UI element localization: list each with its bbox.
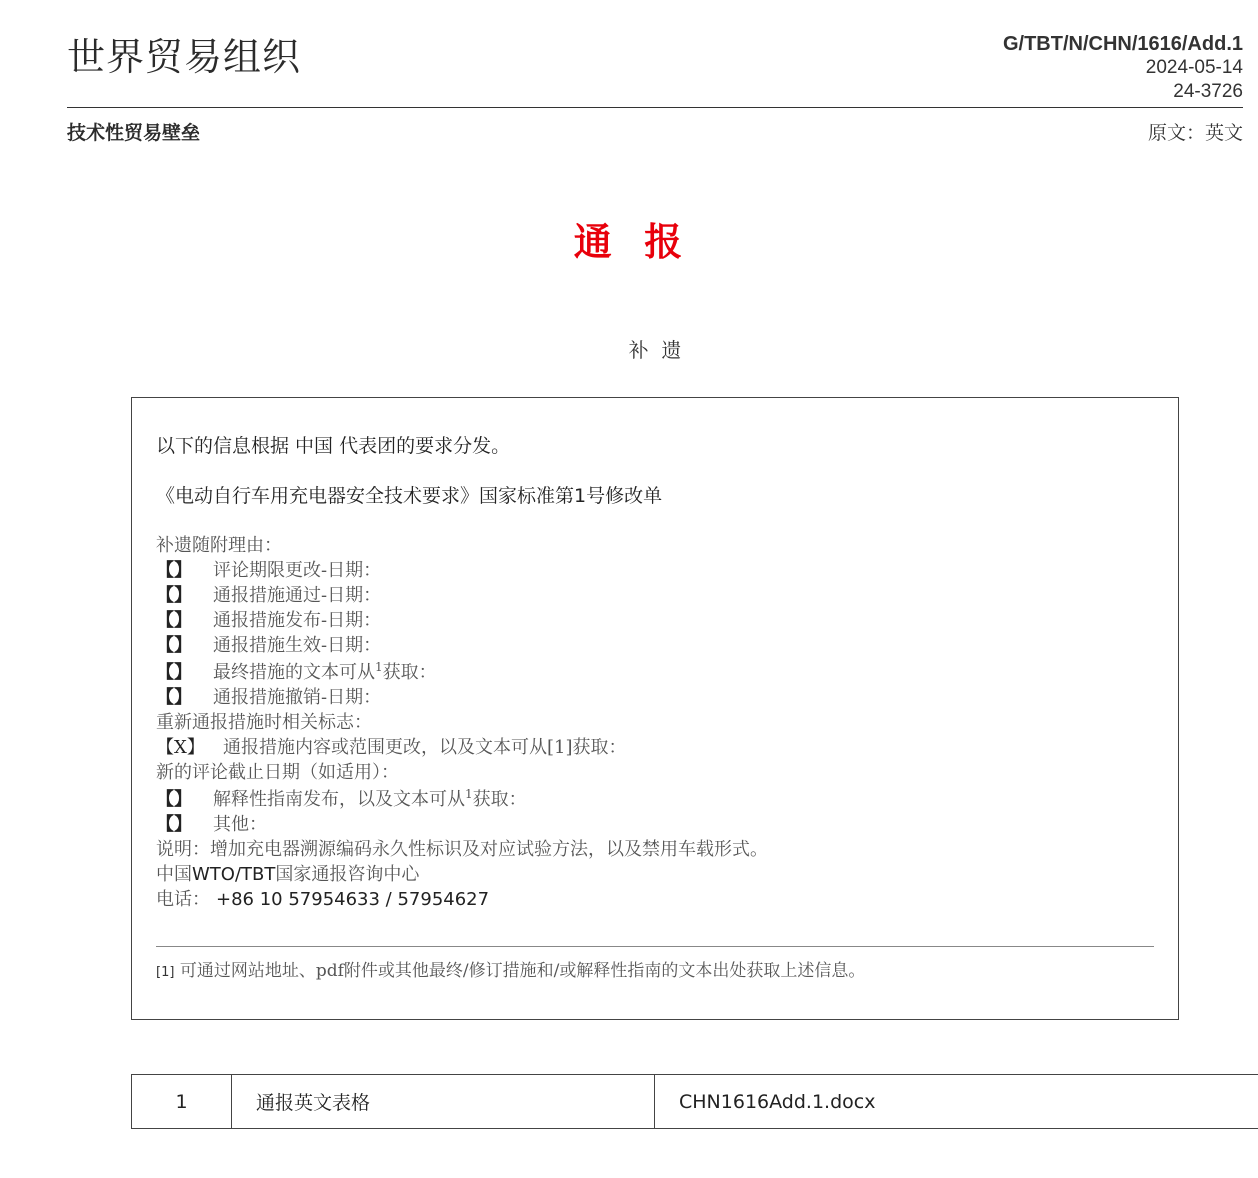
- item-text: 解释性指南发布，以及文本可从: [213, 789, 465, 810]
- item-text-after: 获取：: [382, 662, 437, 683]
- list-item: [156, 584, 381, 608]
- enquiry-org: WTO/TBT: [192, 864, 276, 885]
- enquiry-suffix: 国家通报咨询中心: [275, 864, 420, 885]
- footnote-divider: [156, 946, 1154, 947]
- renotify-heading: 重新通报措施时相关标志：: [156, 712, 372, 733]
- notification-title: 通 报: [573, 220, 685, 264]
- header-divider: [67, 107, 1243, 108]
- item-text: 通报措施通过-日期：: [213, 585, 382, 606]
- list-item: [156, 609, 381, 633]
- footnote: [156, 959, 865, 985]
- list-item: [156, 736, 627, 760]
- item-text: 其他：: [213, 814, 267, 835]
- table-row: [132, 1075, 1258, 1129]
- list-item: [156, 788, 527, 812]
- document-number: 24-3726: [1173, 81, 1243, 102]
- attachments-table: [131, 1074, 1258, 1129]
- intro-text: 以下的信息根据 中国 代表团的要求分发。: [156, 435, 511, 457]
- checkbox-mark: 【】: [156, 687, 192, 708]
- checkbox-mark-checked: 【X】: [156, 737, 205, 758]
- phone-label: 电话：: [156, 889, 210, 910]
- document-date: 2024-05-14: [1145, 57, 1243, 78]
- attachment-file-link[interactable]: CHN1616Add.1.docx: [655, 1075, 1258, 1129]
- list-item: [156, 559, 381, 583]
- phone-number: +86 10 57954633 / 57954627: [216, 889, 490, 910]
- notice-box: [131, 397, 1179, 1020]
- original-language: 原文：英文: [1147, 122, 1243, 144]
- item-text: 通报措施生效-日期：: [213, 635, 382, 656]
- item-text: 通报措施撤销-日期：: [213, 687, 382, 708]
- checkbox-mark: 【】: [156, 560, 192, 581]
- enquiry-point: [156, 863, 419, 887]
- document-meta: [1003, 32, 1243, 104]
- phone-line: [156, 888, 489, 912]
- list-item: [156, 634, 381, 658]
- document-symbol: G/TBT/N/CHN/1616/Add.1: [1002, 33, 1243, 55]
- committee-name: 技术性贸易壁垒: [67, 122, 201, 144]
- footnote-ref: 1: [465, 787, 473, 801]
- footnote-text: 可通过网站地址、pdf附件或其他最终/修订措施和/或解释性指南的文本出处获取上述信息。: [179, 961, 866, 981]
- attachment-name: 通报英文表格: [232, 1075, 655, 1129]
- checkbox-mark: 【】: [156, 814, 192, 835]
- checkbox-mark: 【】: [156, 610, 192, 631]
- reason-heading: 补遗随附理由：: [156, 535, 282, 556]
- item-text: 通报措施内容或范围更改，以及文本可从[1]获取：: [223, 737, 627, 758]
- list-item: [156, 661, 437, 685]
- item-text-after: 获取：: [472, 789, 527, 810]
- item-text: 通报措施发布-日期：: [213, 610, 382, 631]
- org-name: 世界贸易组织: [67, 35, 302, 79]
- checkbox-mark: 【】: [156, 585, 192, 606]
- footnote-mark: [1]: [156, 965, 175, 980]
- list-item: [156, 813, 267, 837]
- item-text: 最终措施的文本可从: [213, 662, 375, 683]
- new-deadline: 新的评论截止日期（如适用）：: [156, 762, 399, 783]
- footnote-ref: 1: [375, 660, 383, 674]
- enquiry-prefix: 中国: [156, 864, 192, 885]
- item-text: 评论期限更改-日期：: [213, 560, 382, 581]
- checkbox-mark: 【】: [156, 789, 192, 810]
- description: 说明：增加充电器溯源编码永久性标识及对应试验方法，以及禁用车载形式。: [156, 839, 768, 860]
- addendum-label: 补 遗: [628, 338, 682, 362]
- measure-title: 《电动自行车用充电器安全技术要求》国家标准第1号修改单: [156, 485, 663, 507]
- list-item: [156, 686, 381, 710]
- checkbox-mark: 【】: [156, 635, 192, 656]
- attachment-number: 1: [132, 1075, 232, 1129]
- checkbox-mark: 【】: [156, 662, 192, 683]
